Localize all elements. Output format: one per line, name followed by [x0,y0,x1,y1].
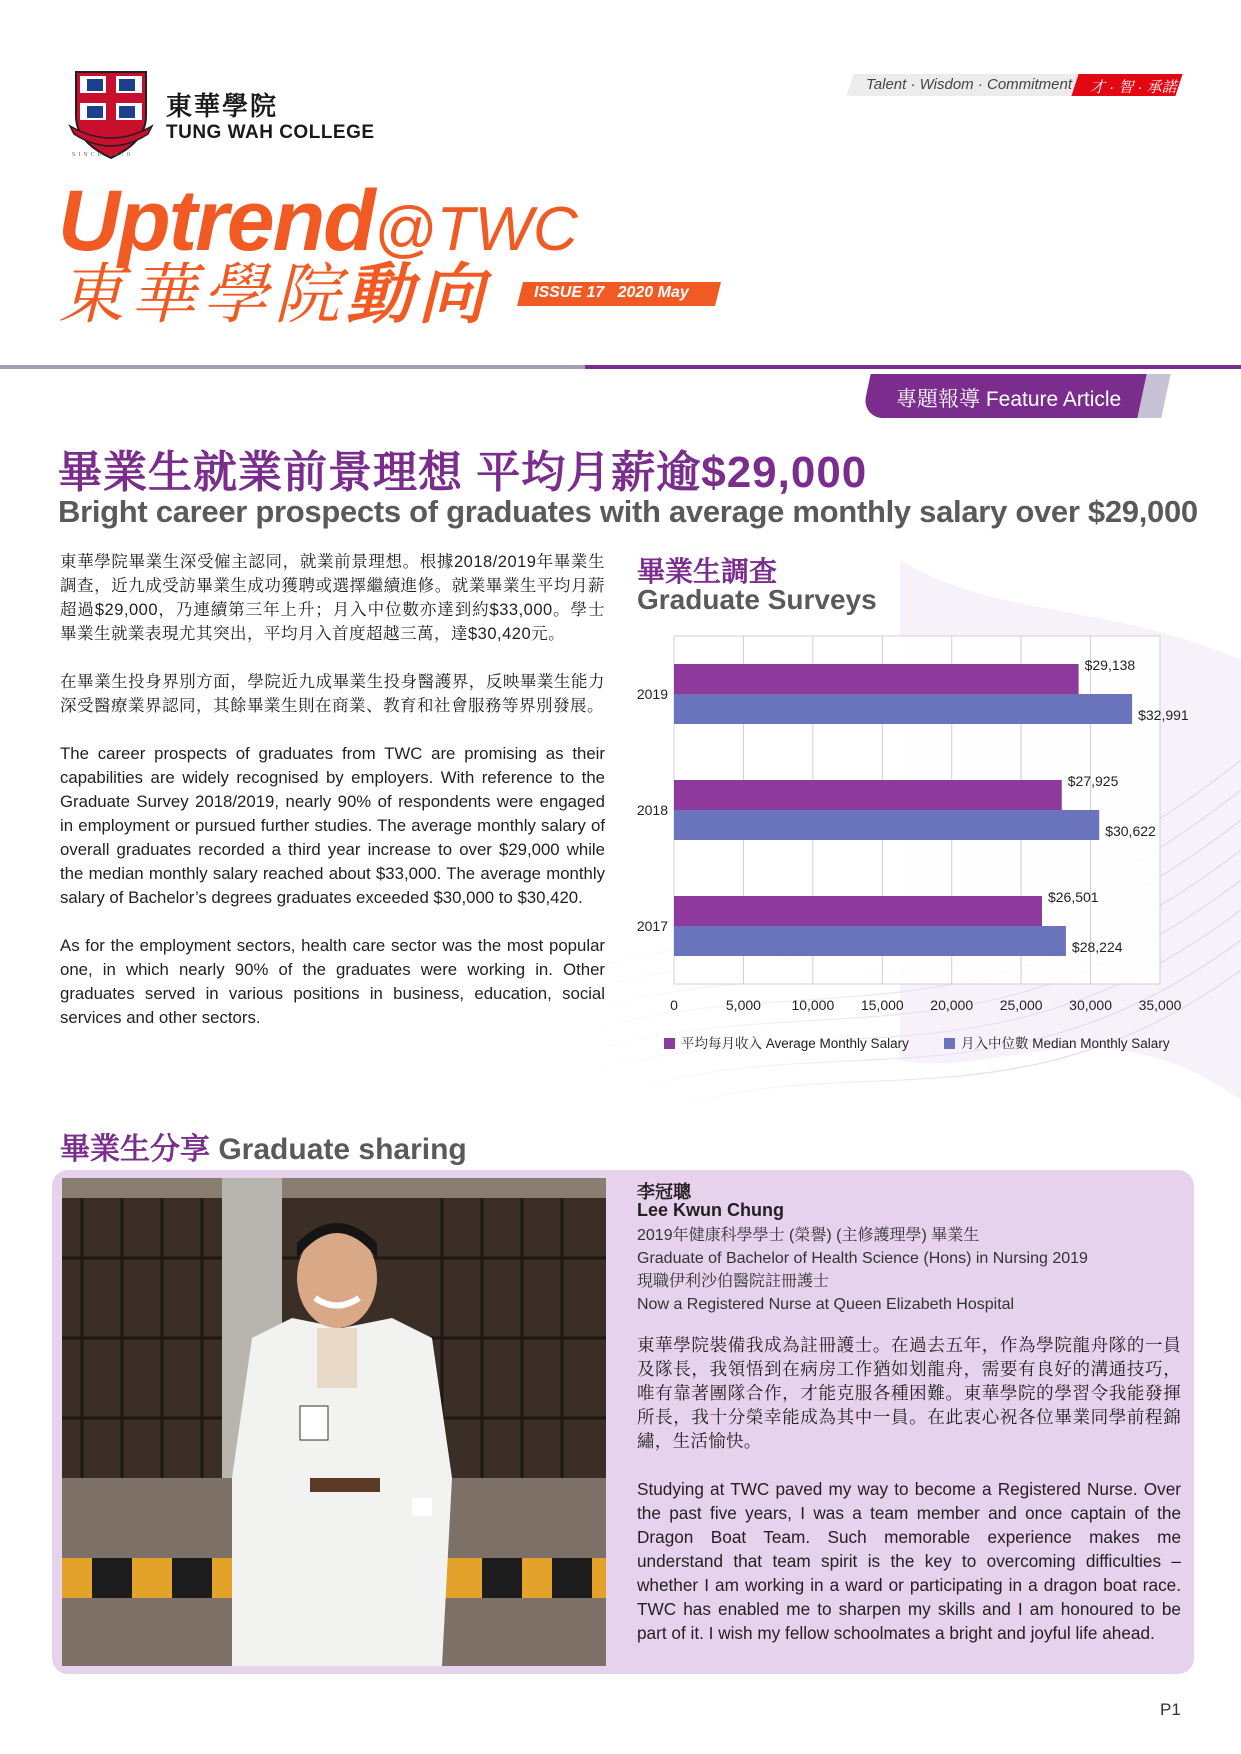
motto-english: Talent · Wisdom · Commitment [866,76,1073,93]
masthead-chinese-title: 東華學院動向 [58,256,490,333]
paragraph-en-1: The career prospects of graduates from TWC are promising as their capabilities are widely recognised by employers. With reference to the Graduate Survey 2018/2019, nearly 90% of respondents were engaged in employment or pursued further studies. The average monthly salary of overall graduates recorded a third year increase to over $29,000 while the median monthly salary reached about $33,000. The average monthly salary of Bachelor’s degrees graduates exceeded $30,000 to $30,420. [60,744,605,907]
since-label: SINCE 1870 [72,152,133,158]
bar-value-label: $30,622 [1105,823,1156,839]
x-tick-label: 30,000 [1069,997,1112,1013]
college-name-chinese: 東華學院 [166,91,279,121]
graduate-info [637,1224,1177,1316]
bar-value-label: $27,925 [1067,773,1119,789]
page-number: P1 [1160,1700,1181,1719]
header-divider-grey [0,365,585,369]
x-tick-label: 35,000 [1138,997,1182,1013]
graduate-name-chinese: 李冠聰 [637,1182,691,1202]
category-label: 2019 [636,686,668,702]
x-tick-label: 5,000 [725,997,761,1013]
graduate-info-line: 現職伊利沙伯醫院註冊護士 [637,1273,830,1290]
bar [674,810,1099,840]
graduate-salary-chart [626,628,1196,1056]
issue-badge: ISSUE 17 2020 May [534,284,689,301]
bar-value-label: $28,224 [1071,939,1123,955]
chart-title-english: Graduate Surveys [637,584,877,615]
motto-chinese: 才 · 智 · 承諾 [1090,79,1177,96]
bar [674,694,1132,724]
category-label: 2018 [636,802,668,818]
legend-swatch [664,1038,675,1049]
article-title-english: Bright career prospects of graduates with average monthly salary over $29,000 [58,494,1198,529]
category-label: 2017 [636,918,668,934]
graduate-info-line: 2019年健康科學學士 (榮譽) (主修護理學) 畢業生 [637,1227,980,1244]
legend-label: 月入中位數 Median Monthly Salary [961,1036,1170,1051]
sharing-heading: 畢業生分享 Graduate sharing [60,1133,467,1166]
graduate-photo [62,1178,606,1666]
graduate-name-english: Lee Kwun Chung [637,1200,784,1220]
chart-title-chinese: 畢業生調查 [637,556,778,587]
graduate-info-line: Now a Registered Nurse at Queen Elizabeth Hospital [637,1296,1015,1313]
article-body [60,550,605,1054]
college-name-english: TUNG WAH COLLEGE [166,122,375,143]
header-divider-purple [585,365,1241,369]
bar-value-label: $32,991 [1138,707,1189,723]
college-crest-logo [66,64,156,164]
legend-label: 平均每月收入 Average Monthly Salary [681,1036,909,1051]
bar [674,780,1062,810]
paragraph-en-2: As for the employment sectors, health care sector was the most popular one, in which nearly 90% of the graduates were working in. Other graduates served in various positions in business, education, social services and other sectors. [60,936,605,1027]
bar [674,896,1042,926]
x-tick-label: 0 [670,997,678,1013]
quote-chinese: 東華學院裝備我成為註冊護士。在過去五年，作為學院龍舟隊的一員及隊長，我領悟到在病房工作猶如划龍舟，需要有良好的溝通技巧，唯有靠著團隊合作，才能克服各種困難。東華學院的學習令我能發揮所長，我十分榮幸能成為其中一員。在此衷心祝各位畢業同學前程錦繡，生活愉快。 [637,1335,1181,1451]
graduate-quote [637,1333,1181,1645]
masthead-title: Uptrend@TWC [58,173,578,269]
x-tick-label: 20,000 [930,997,974,1013]
article-title-chinese: 畢業生就業前景理想 平均月薪逾$29,000 [58,448,868,497]
x-tick-label: 15,000 [860,997,904,1013]
section-tab-label: 專題報導 Feature Article [896,388,1122,411]
motto-banner [850,74,1180,96]
x-tick-label: 10,000 [791,997,835,1013]
paragraph-zh-1: 東華學院畢業生深受僱主認同，就業前景理想。根據2018/2019年畢業生調查，近九成受訪畢業生成功獲聘或選擇繼續進修。就業畢業生平均月薪超過$29,000，乃連續第三年上升；月入中位數亦達到約$33,000。學士畢業生就業表現尤其突出，平均月入首度超越三萬，達$30,420元。 [60,553,605,643]
graduate-info-line: Graduate of Bachelor of Health Science (Hons) in Nursing 2019 [637,1250,1088,1267]
bar [674,926,1066,956]
x-tick-label: 25,000 [999,997,1043,1013]
paragraph-zh-2: 在畢業生投身界別方面，學院近九成畢業生投身醫護界，反映畢業生能力深受醫療業界認同，其餘畢業生則在商業、教育和社會服務等界別發展。 [60,673,605,715]
legend-swatch [944,1038,955,1049]
bar-value-label: $29,138 [1084,657,1136,673]
quote-english: Studying at TWC paved my way to become a Registered Nurse. Over the past five years, I was a team member and once captain of the Dragon Boat Team. Such memorable experience makes me understand that team spirit is the key to overcoming difficulties – whether I am working in a ward or participating in a dragon boat race. TWC has enabled me to sharpen my skills and I am honoured to be part of it. I wish my fellow schoolmates a bright and joyful life ahead. [637,1479,1181,1643]
bar [674,664,1079,694]
bar-value-label: $26,501 [1047,889,1099,905]
